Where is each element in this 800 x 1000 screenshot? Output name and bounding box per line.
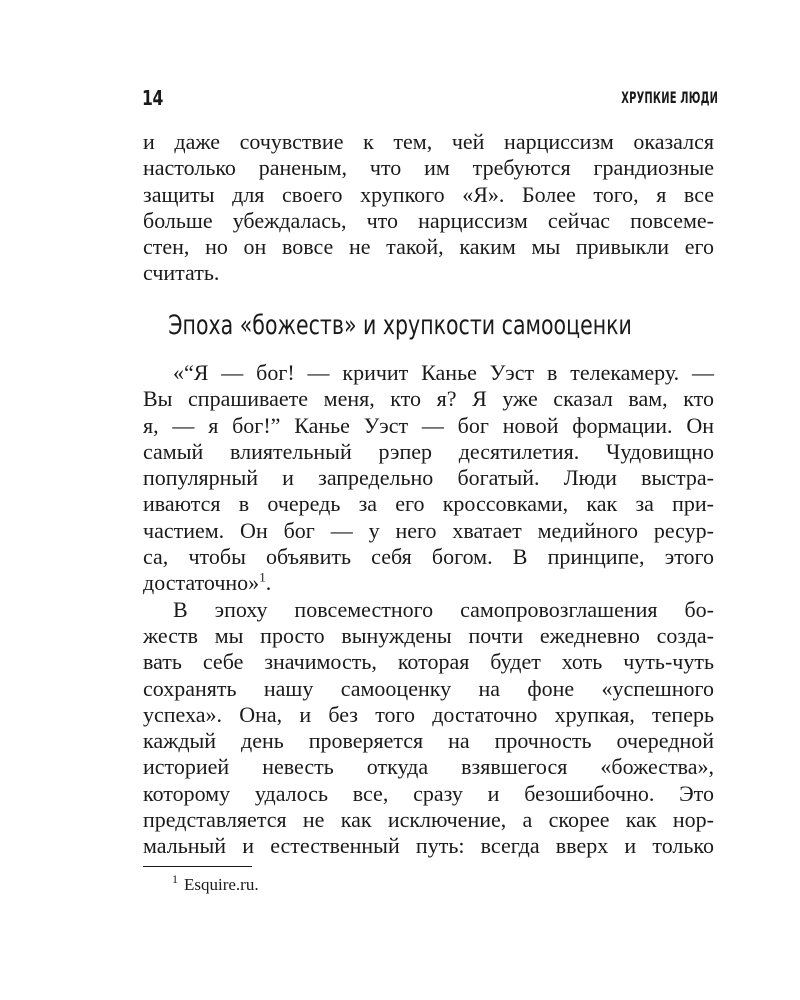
footnote-marker: 1: [172, 872, 178, 887]
text-line: сохранять нашу самооценку на фоне «успешного: [143, 675, 714, 701]
body-column: [143, 360, 714, 860]
text-line: мальный и естественный путь: всегда вверх и только: [143, 833, 714, 859]
paragraph: [143, 597, 714, 860]
footnote-reference[interactable]: 1: [259, 570, 266, 586]
text-line: стен, но он вовсе не такой, каким мы привыкли его: [143, 234, 714, 260]
footnote: [172, 874, 259, 896]
paragraph-continuation: [143, 129, 714, 287]
text-line: историей невесть откуда взявшегося «божества»,: [143, 754, 714, 780]
text-line: самый влиятельный рэпер десятилетия. Чудовищно: [143, 438, 714, 464]
text-line: Вы спрашиваете меня, кто я? Я уже сказал вам, кто: [143, 386, 714, 412]
text-line: частием. Он бог — у него хватает медийного ресур-: [143, 517, 714, 543]
text-line: каждый день проверяется на прочность очередной: [143, 728, 714, 754]
text-line: защиты для своего хрупкого «Я». Более того, я все: [143, 181, 714, 207]
text-line-with-footnote: достаточно»$^1$.: [143, 570, 272, 596]
text-line: успеха». Она, и без того достаточно хрупкая, теперь: [143, 701, 714, 727]
page-number: 14: [142, 86, 163, 110]
section-heading: [0, 307, 800, 345]
text-line: жеств мы просто вынуждены почти ежедневно созда-: [143, 622, 714, 648]
section-heading-text: Эпоха «божеств» и хрупкости самооценки: [168, 310, 632, 341]
footnote-text: Esquire.ru.: [184, 875, 259, 894]
quote-paragraph: [143, 360, 714, 597]
text-line: больше убеждалась, что нарциссизм сейчас повсеме-: [143, 207, 714, 233]
text-line: считать.: [143, 260, 220, 286]
text-line: В эпоху повсеместного самопровозглашения бо-: [173, 596, 714, 622]
text-line: которому удалось все, сразу и безошибочно. Это: [143, 780, 714, 806]
text-line: вать себе значимость, которая будет хоть чуть-чуть: [143, 649, 714, 675]
text-line: я, — я бог!” Канье Уэст — бог новой формации. Он: [143, 412, 714, 438]
text-line: достаточно»: [143, 570, 260, 596]
text-line: настолько раненым, что им требуются грандиозные: [143, 155, 714, 181]
text-line: иваются в очередь за его кроссовками, как за при-: [143, 491, 714, 517]
footnote-divider: [143, 866, 252, 867]
text-line: са, чтобы объявить себя богом. В принципе, этого: [143, 544, 714, 570]
text-line: «“Я — бог! — кричит Канье Уэст в телекамеру. —: [173, 360, 714, 385]
text-line: представляется не как исключение, а скорее как нор-: [143, 807, 714, 833]
running-title: ХРУПКИЕ ЛЮДИ: [621, 88, 718, 107]
text-line: и даже сочувствие к тем, чей нарциссизм оказался: [143, 129, 714, 154]
text-line: популярный и запредельно богатый. Люди выстра-: [143, 465, 714, 491]
